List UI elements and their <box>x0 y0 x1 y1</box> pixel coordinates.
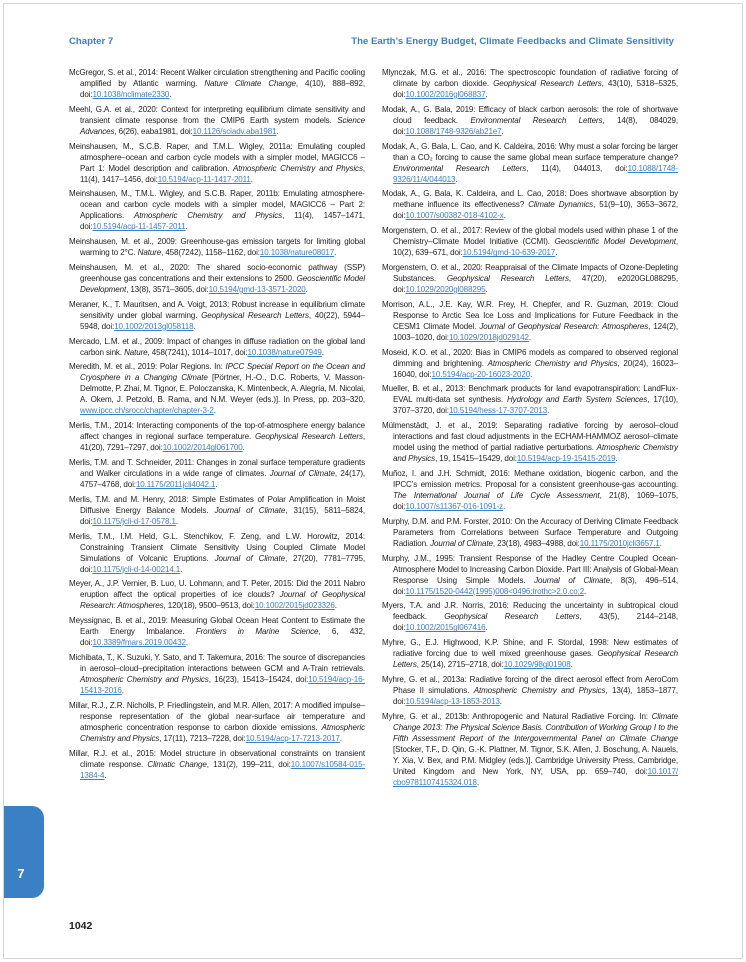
reference-entry: Myers, T.A. and J.R. Norris, 2016: Reducing the uncertainty in subtropical cloud feedback. Geophysical Research Letters, 43(5), 2144–2148, doi:10.1002/2015gl067416. <box>382 601 678 633</box>
reference-entry: Myhre, G. et al., 2013b: Anthropogenic and Natural Radiative Forcing. In: Climate Change 2013: The Physical Science Basis. Contribution of Working Group I to the Fifth Assessment Report of the Intergovernmental Panel on Climate Change [Stocker, T.F., D. Qin, G.-K. Plattner, M. Tignor, S.K. Allen, J. Boschung, A. Nauels, Y. Xia, V. Bex, and P.M. Midgley (eds.)]. Cambridge University Press, Cambridge, United Kingdom and New York, NY, USA, pp. 659–740, doi:10.1017/ cbo9781107415324.018. <box>382 711 678 787</box>
reference-entry: Meredith, M. et al., 2019: Polar Regions. In: IPCC Special Report on the Ocean and Cryosphere in a Changing Climate [Pörtner, H.-O., D.C. Roberts, V. Masson-Delmotte, P. Zhai, M. Tignor, E. Poloczanska, K. Mintenbeck, A. Alegría, M. Nicolai, A. Okem, J. Petzold, B. Rama, and N.M. Weyer (eds.)]. In Press, pp. 203–320, www.ipcc.ch/srocc/chapter/chapter-3-2. <box>69 362 366 416</box>
doi-link[interactable]: 10.5194/acp-11-1417-2011 <box>157 174 251 184</box>
doi-link[interactable]: 10.1126/sciadv.aba1981 <box>192 126 277 136</box>
doi-link[interactable]: 10.1007/s00382-018-4102-x <box>405 211 504 221</box>
reference-entry: Modak, A., G. Bala, L. Cao, and K. Caldeira, 2016: Why must a solar forcing be larger than a CO₂ forcing to cause the same global mean surface temperature change? Environmental Research Letters, 11(4), 044013, doi:10.1088/1748-9326/11/4/044013. <box>382 141 678 184</box>
reference-entry: Mlynczak, M.G. et al., 2016: The spectroscopic foundation of radiative forcing of climate by carbon dioxide. Geophysical Research Letters, 43(10), 5318–5325, doi:10.1002/2016gl068837. <box>382 68 678 99</box>
chapter-tab-number: 7 <box>17 866 25 881</box>
doi-link[interactable]: 10.1007/s10584-015-1384-4 <box>80 759 365 780</box>
reference-entry: McGregor, S. et al., 2014: Recent Walker circulation strengthening and Pacific cooling amplified by Atlantic warming. Nature Climate Change, 4(10), 888–892, doi:10.1038/nclimate2330. <box>69 68 365 99</box>
reference-entry: Meinshausen, M., T.M.L. Wigley, and S.C.B. Raper, 2011b: Emulating atmosphere-ocean and carbon cycle models with a simpler model, MAGICC6 – Part 2: Applications. Atmospheric Chemistry and Physics, 11(4), 1457–1471, doi:10.5194/acp-11-1457-2011. <box>69 189 365 232</box>
doi-link[interactable]: 10.1002/2015jd023326 <box>254 601 335 611</box>
doi-link[interactable]: 10.1007/s11367-016-1091-z <box>405 501 504 511</box>
doi-link[interactable]: 10.1038/nature08017 <box>259 248 335 258</box>
doi-link[interactable]: 10.1002/2016gl068837 <box>405 90 486 99</box>
reference-entry: Myhre, G. et al., 2013a: Radiative forcing of the direct aerosol effect from AeroCom Phase II simulations. Atmospheric Chemistry and Physics, 13(4), 1853–1877, doi:10.5194/acp-13-1853-2013. <box>382 674 679 706</box>
doi-link[interactable]: 10.1038/nature07949 <box>247 347 322 357</box>
doi-link[interactable]: 10.1175/1520-0442(1995)008<0496:trothc>2.0.co;2 <box>405 586 585 596</box>
reference-entry: Meinshausen, M. et al., 2020: The shared socio-economic pathway (SSP) greenhouse gas concentrations and their extensions to 2500. Geoscientific Model Development, 13(8), 3571–3605, doi:10.5194/gmd-13-3571-2020. <box>69 262 365 294</box>
reference-entry: Mercado, L.M. et al., 2009: Impact of changes in diffuse radiation on the global land carbon sink. Nature, 458(7241), 1014–1017, doi:10.1038/nature07949. <box>69 336 365 357</box>
references-column-right <box>382 67 678 792</box>
doi-link[interactable]: 10.1088/1748-9326/11/4/044013 <box>393 163 678 184</box>
reference-entry: Myhre, G., E.J. Highwood, K.P. Shine, and F. Stordal, 1998: New estimates of radiative forcing due to well mixed greenhouse gases. Geophysical Research Letters, 25(14), 2715–2718, doi:10.1029/98gl01908. <box>382 638 679 670</box>
doi-link[interactable]: www.ipcc.ch/srocc/chapter/chapter-3-2 <box>80 406 214 416</box>
doi-link[interactable]: 10.1038/nclimate2330 <box>92 90 170 99</box>
reference-entry: Modak, A., G. Bala, 2019: Efficacy of black carbon aerosols: the role of shortwave cloud feedback. Environmental Research Letters, 14(8), 084029, doi:10.1088/1748-9326/ab21e7. <box>382 104 678 136</box>
chapter-title: The Earth’s Energy Budget, Climate Feedbacks and Climate Sensitivity <box>351 36 674 47</box>
doi-link[interactable]: 10.1002/2014gl061700 <box>162 443 243 453</box>
doi-link[interactable]: 10.1175/jcli-d-17-0578.1 <box>92 516 176 526</box>
reference-entry: Millar, R.J., Z.R. Nicholls, P. Friedlingstein, and M.R. Allen, 2017: A modified impulse–response representation of the global near-surface air temperature and atmospheric concentration response to carbon dioxide emissions. Atmospheric Chemistry and Physics, 17(11), 7213–7228, doi:10.5194/acp-17-7213-2017. <box>69 700 365 743</box>
reference-entry: Morrison, A.L., J.E. Kay, W.R. Frey, H. Chepfer, and R. Guzman, 2019: Cloud Response to Arctic Sea Ice Loss and Implications for Future Feedback in the CESM1 Climate Model. Journal of Geophysical Research: Atmospheres, 124(2), 1003–1020, doi:10.1029/2018jd029142. <box>382 299 678 342</box>
reference-entry: Meyssignac, B. et al., 2019: Measuring Global Ocean Heat Content to Estimate the Earth Energy Imbalance. Frontiers in Marine Science, 6, 432, doi:10.3389/fmars.2019.00432. <box>69 616 365 648</box>
reference-entry: Meehl, G.A. et al., 2020: Context for interpreting equilibrium climate sensitivity and transient climate response from the CMIP6 Earth system models. Science Advances, 6(26), eaba1981, doi:10.1126/sciadv.aba1981. <box>69 104 365 136</box>
chapter-label: Chapter 7 <box>69 36 114 47</box>
doi-link[interactable]: 10.1175/2011jcli4042.1 <box>135 479 216 489</box>
reference-entry: Muñoz, I. and J.H. Schmidt, 2016: Methane oxidation, biogenic carbon, and the IPCC’s emission metrics. Proposal for a consistent greenhouse-gas accounting. The International Journal of Life Cycle Assessment, 21(8), 1069–1075, doi:10.1007/s11367-016-1091-z. <box>382 468 679 511</box>
doi-link[interactable]: 10.5194/acp-13-1853-2013 <box>405 696 500 706</box>
reference-entry: Meraner, K., T. Mauritsen, and A. Voigt, 2013: Robust increase in equilibrium climate sensitivity under global warming. Geophysical Research Letters, 40(22), 5944–5948, doi:10.1002/2013gl058118. <box>69 299 365 331</box>
reference-entry: Mueller, B. et al., 2013: Benchmark products for land evapotranspiration: LandFlux-EVAL multi-data set synthesis. Hydrology and Earth System Sciences, 17(10), 3707–3720, doi:10.5194/hess-17-3707-2013. <box>382 384 679 416</box>
references-column-left <box>69 67 365 784</box>
doi-link[interactable]: 10.1017/ cbo9781107415324.018 <box>393 766 678 787</box>
reference-entry: Meinshausen, M., S.C.B. Raper, and T.M.L. Wigley, 2011a: Emulating coupled atmosphere–ocean and carbon cycle models with a simpler model, MAGICC6 – Part 1: Model description and calibration. Atmospheric Chemistry and Physics, 11(4), 1417–1456, doi:10.5194/acp-11-1417-2011. <box>69 141 365 184</box>
doi-link[interactable]: 10.5194/gmd-13-3571-2020 <box>208 284 306 294</box>
reference-entry: Murphy, J.M., 1995: Transient Response of the Hadley Centre Coupled Ocean-Atmosphere Model to Increasing Carbon Dioxide. Part III: Analysis of Global-Mean Response Using Simple Models. Journal of Climate, 8(3), 496–514, doi:10.1175/1520-0442(1995)008<0496:trothc>2.0.co;2. <box>382 553 678 596</box>
reference-entry: Millar, R.J. et al., 2015: Model structure in observational constraints on transient climate response. Climatic Change, 131(2), 199–211, doi:10.1007/s10584-015-1384-4. <box>69 748 365 780</box>
reference-entry: Moseid, K.O. et al., 2020: Bias in CMIP6 models as compared to observed regional dimming and brightening. Atmospheric Chemistry and Physics, 20(24), 16023–16040, doi:10.5194/acp-20-16023-2020. <box>382 347 678 379</box>
reference-entry: Mülmenstädt, J. et al., 2019: Separating radiative forcing by aerosol–cloud interactions and fast cloud adjustments in the ECHAM-HAMMOZ aerosol–climate model using the method of partial radiative perturbations. Atmospheric Chemistry and Physics, 19, 15415–15429, doi:10.5194/acp-19-15415-2019. <box>382 421 679 464</box>
reference-entry: Merlis, T.M., I.M. Held, G.L. Stenchikov, F. Zeng, and L.W. Horowitz, 2014: Constraining Transient Climate Sensitivity Using Coupled Climate Model Simulations of Volcanic Eruptions. Journal of Climate, 27(20), 7781–7795, doi:10.1175/jcli-d-14-00214.1. <box>69 531 365 574</box>
reference-entry: Modak, A., G. Bala, K. Caldeira, and L. Cao, 2018: Does shortwave absorption by methane influence its effectiveness? Climate Dynamics, 51(9–10), 3653–3672, doi:10.1007/s00382-018-4102-x. <box>382 189 678 221</box>
doi-link[interactable]: 10.1002/2013gl058118 <box>114 321 194 331</box>
doi-link[interactable]: 10.5194/gmd-10-639-2017 <box>462 248 556 258</box>
doi-link[interactable]: 10.5194/hess-17-3707-2013 <box>448 406 548 416</box>
reference-entry: Merlis, T.M. and T. Schneider, 2011: Changes in zonal surface temperature gradients and Walker circulations in a wide range of climates. Journal of Climate, 24(17), 4757–4768, doi:10.1175/2011jcli4042.1. <box>69 457 365 489</box>
doi-link[interactable]: 10.1175/2010jcli3657.1 <box>579 538 660 548</box>
doi-link[interactable]: 10.5194/acp-16-15413-2016 <box>80 674 365 695</box>
doi-link[interactable]: 10.5194/acp-17-7213-2017 <box>245 733 340 743</box>
page-header <box>69 36 674 50</box>
doi-link[interactable]: 10.3389/fmars.2019.00432 <box>92 638 186 648</box>
doi-link[interactable]: 10.1002/2015gl067416 <box>405 623 486 633</box>
reference-entry: Meinshausen, M. et al., 2009: Greenhouse-gas emission targets for limiting global warming to 2°C. Nature, 458(7242), 1158–1162, doi:10.1038/nature08017. <box>69 237 365 258</box>
doi-link[interactable]: 10.1029/2018jd029142 <box>448 332 529 342</box>
doi-link[interactable]: 10.5194/acp-20-16023-2020 <box>431 369 531 379</box>
doi-link[interactable]: 10.1088/1748-9326/ab21e7 <box>405 126 502 136</box>
doi-link[interactable]: 10.1175/jcli-d-14-00214.1 <box>92 564 181 574</box>
reference-entry: Morgenstern, O. et al., 2020: Reappraisal of the Climate Impacts of Ozone-Depleting Substances. Geophysical Research Letters, 47(20), e2020GL088295, doi:10.1029/2020gl088295. <box>382 262 678 294</box>
reference-entry: Merlis, T.M., 2014: Interacting components of the top-of-atmosphere energy balance affect changes in regional surface temperature. Geophysical Research Letters, 41(20), 7291–7297, doi:10.1002/2014gl061700. <box>69 421 365 453</box>
doi-link[interactable]: 10.1029/2020gl088295 <box>405 284 486 294</box>
reference-entry: Michibata, T., K. Suzuki, Y. Sato, and T. Takemura, 2016: The source of discrepancies in aerosol–cloud–precipitation interactions between GCM and A-Train retrievals. Atmospheric Chemistry and Physics, 16(23), 15413–15424, doi:10.5194/acp-16-15413-2016. <box>69 652 365 695</box>
doi-link[interactable]: 10.1029/98gl01908 <box>503 660 571 670</box>
doi-link[interactable]: 10.5194/acp-11-1457-2011 <box>92 222 186 232</box>
doi-link[interactable]: 10.5194/acp-19-15415-2019 <box>516 454 616 464</box>
reference-entry: Morgenstern, O. et al., 2017: Review of the global models used within phase 1 of the Chemistry–Climate Model Initiative (CCMI). Geoscientific Model Development, 10(2), 639–671, doi:10.5194/gmd-10-639-2017. <box>382 226 678 258</box>
reference-entry: Meyer, A., J.P. Vernier, B. Luo, U. Lohmann, and T. Peter, 2015: Did the 2011 Nabro eruption affect the optical properties of ice clouds? Journal of Geophysical Research: Atmospheres, 120(18), 9500–9513, doi:10.1002/2015jd023326. <box>69 579 366 611</box>
reference-entry: Merlis, T.M. and M. Henry, 2018: Simple Estimates of Polar Amplification in Moist Diffusive Energy Balance Models. Journal of Climate, 31(15), 5811–5824, doi:10.1175/jcli-d-17-0578.1. <box>69 494 365 526</box>
reference-entry: Murphy, D.M. and P.M. Forster, 2010: On the Accuracy of Deriving Climate Feedback Parameters from Correlations between Surface Temperature and Outgoing Radiation. Journal of Climate, 23(18), 4983–4988, doi:10.1175/2010jcli3657.1. <box>382 516 678 548</box>
page-number: 1042 <box>69 920 93 932</box>
chapter-side-tab[interactable] <box>4 806 44 898</box>
